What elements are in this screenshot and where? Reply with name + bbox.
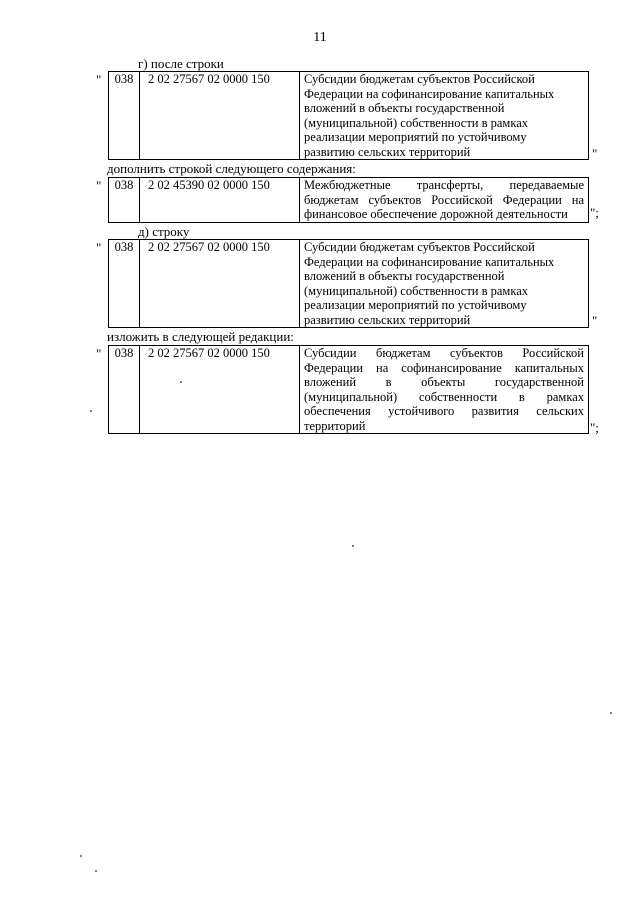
- open-quote: ": [96, 178, 102, 193]
- scan-speck: [180, 381, 182, 383]
- name-line: вложений в объекты государственной: [304, 101, 505, 115]
- revenue-name-cell: [300, 240, 589, 328]
- budget-row-table: [108, 177, 589, 223]
- revenue-name-cell: [300, 346, 589, 434]
- close-quote: ";: [590, 420, 599, 435]
- name-line: финансовое обеспечение дорожной деятельности: [304, 207, 568, 221]
- name-line: Межбюджетные трансферты, передаваемые: [304, 178, 584, 192]
- revenue-name-cell: [300, 72, 589, 160]
- name-line: бюджетам субъектов Российской Федерации на: [304, 192, 584, 207]
- admin-code-cell: 038: [109, 240, 140, 328]
- connector-restate-line: изложить в следующей редакции:: [107, 329, 294, 344]
- name-line: реализации мероприятий по устойчивому: [304, 130, 527, 144]
- name-line: Федерации на софинансирование капитальных: [304, 86, 555, 101]
- name-line: обеспечения устойчивого развития сельских: [304, 404, 584, 418]
- table-row: [109, 346, 589, 434]
- close-quote: ": [592, 146, 598, 161]
- name-line: (муниципальной) собственности в рамках: [304, 283, 529, 298]
- name-line: развитию сельских территорий: [304, 312, 471, 327]
- budget-row-table: [108, 239, 589, 328]
- close-quote: ": [592, 313, 598, 328]
- name-line: реализации мероприятий по устойчивому: [304, 298, 527, 312]
- kbk-code-cell: 2 02 45390 02 0000 150: [140, 178, 300, 223]
- intro-after-line: г) после строки: [138, 56, 224, 71]
- scan-speck: [95, 870, 97, 872]
- name-line: (муниципальной) собственности в рамках: [304, 115, 529, 130]
- revenue-name-cell: [300, 178, 589, 223]
- name-line: (муниципальной) собственности в рамках: [304, 389, 584, 404]
- table-row: [109, 240, 589, 328]
- admin-code-cell: 038: [109, 72, 140, 160]
- connector-add-line: дополнить строкой следующего содержания:: [107, 161, 356, 176]
- scan-speck: [80, 855, 82, 857]
- scan-speck: [610, 712, 612, 714]
- name-line: развитию сельских территорий: [304, 144, 471, 159]
- open-quote: ": [96, 346, 102, 361]
- admin-code-cell: 038: [109, 346, 140, 434]
- admin-code-cell: 038: [109, 178, 140, 223]
- name-line: Субсидии бюджетам субъектов Российской: [304, 240, 535, 254]
- budget-row-table: [108, 345, 589, 434]
- close-quote: ";: [590, 205, 599, 220]
- open-quote: ": [96, 240, 102, 255]
- name-line: вложений в объекты государственной: [304, 375, 584, 389]
- name-line: вложений в объекты государственной: [304, 269, 505, 283]
- page-number: 11: [313, 30, 327, 45]
- name-line: Федерации на софинансирование капитальных: [304, 360, 584, 375]
- intro-line-d: д) строку: [138, 224, 190, 239]
- table-row: [109, 178, 589, 223]
- budget-row-table: [108, 71, 589, 160]
- scan-speck: [352, 545, 354, 547]
- kbk-code-cell: 2 02 27567 02 0000 150: [140, 346, 300, 434]
- name-line: территорий: [304, 418, 366, 433]
- kbk-code-cell: 2 02 27567 02 0000 150: [140, 72, 300, 160]
- scan-speck: [90, 410, 92, 412]
- name-line: Федерации на софинансирование капитальных: [304, 254, 555, 269]
- name-line: Субсидии бюджетам субъектов Российской: [304, 346, 584, 360]
- table-row: [109, 72, 589, 160]
- kbk-code-cell: 2 02 27567 02 0000 150: [140, 240, 300, 328]
- open-quote: ": [96, 72, 102, 87]
- name-line: Субсидии бюджетам субъектов Российской: [304, 72, 535, 86]
